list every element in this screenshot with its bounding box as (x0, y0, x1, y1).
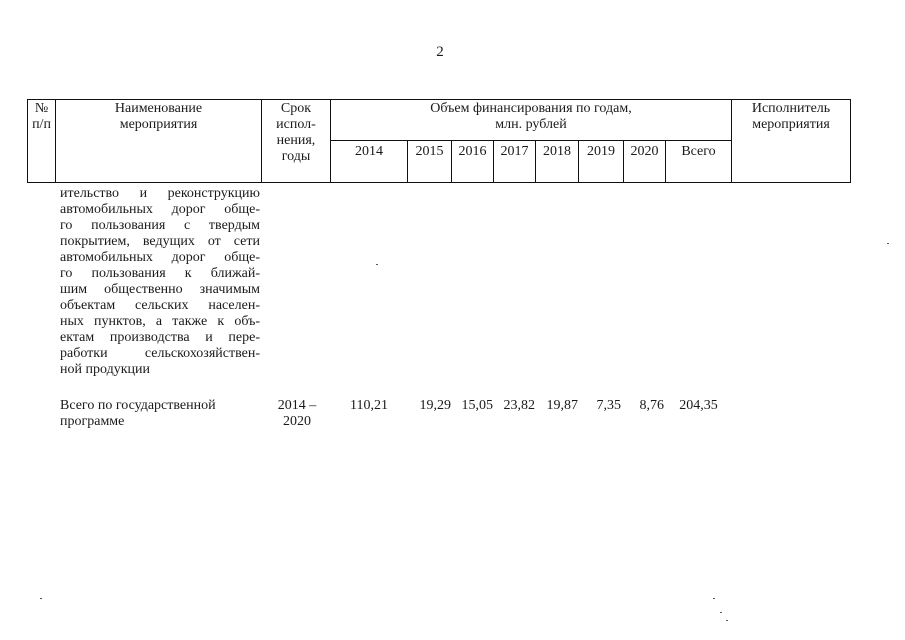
page-number: 2 (436, 44, 444, 60)
scan-speck (713, 598, 715, 599)
text-line: го пользования к ближай- (60, 266, 260, 281)
header-executor (732, 101, 850, 133)
header-bottom-border (27, 182, 851, 183)
header-funding-line-1: Объем финансирования по годам, (430, 101, 632, 116)
text-line: автомобильных дорог обще- (60, 250, 260, 265)
header-name-line-2: мероприятия (119, 117, 198, 132)
text-line: покрытием, ведущих от сети (60, 234, 260, 249)
total-row-name-line-1: Всего по государственной (60, 398, 216, 413)
header-year-2018: 2018 (543, 144, 571, 159)
header-num-line-2: п/п (32, 117, 51, 132)
header-name-line-1: Наименование (114, 101, 203, 116)
total-value-2014: 110,21 (350, 398, 388, 413)
total-row-term-line-2: 2020 (283, 414, 311, 429)
header-year-2015: 2015 (415, 144, 444, 159)
total-value-2018: 19,87 (546, 398, 578, 413)
header-funding-line-2: млн. рублей (495, 117, 567, 132)
text-line: шим общественно значимым (60, 282, 260, 297)
scan-speck (40, 598, 42, 599)
total-value-2015: 19,29 (419, 398, 451, 413)
text-line: ной продукции (60, 362, 150, 377)
border-right (850, 99, 851, 183)
text-line: го пользования с твердым (60, 218, 260, 233)
header-year-2019: 2019 (587, 144, 615, 159)
header-term-line-3: нения, (276, 133, 316, 148)
header-name (56, 101, 261, 133)
header-num (28, 101, 55, 133)
total-row-name-line-2: программе (60, 414, 125, 429)
header-num-line-1: № (34, 101, 49, 116)
text-line: объектам сельских населен- (60, 298, 260, 313)
total-value-2017: 23,82 (503, 398, 535, 413)
header-total: Всего (681, 144, 716, 159)
total-row-term-line-1: 2014 – (277, 398, 317, 413)
header-term-line-2: испол- (276, 117, 316, 132)
text-line: ектам производства и пере- (60, 330, 260, 345)
header-term (262, 101, 330, 165)
total-value-2016: 15,05 (461, 398, 493, 413)
total-value-2020: 8,76 (639, 398, 664, 413)
text-line: автомобильных дорог обще- (60, 202, 260, 217)
header-term-line-1: Срок (280, 101, 312, 116)
scan-speck (726, 620, 728, 621)
table-header (27, 99, 851, 183)
text-line: ительство и реконструкцию (60, 186, 260, 201)
header-executor-line-2: мероприятия (752, 117, 830, 132)
text-line: ных пунктов, а также к объ- (60, 314, 260, 329)
header-term-line-4: годы (281, 149, 311, 164)
scan-speck (376, 264, 378, 265)
text-line: работки сельскохозяйствен- (60, 346, 260, 361)
scan-speck (887, 243, 889, 244)
continued-description (60, 186, 260, 378)
header-year-2014: 2014 (355, 144, 383, 159)
total-value-all: 204,35 (679, 398, 718, 413)
funding-subheader-border (330, 140, 731, 141)
header-funding (331, 101, 731, 133)
header-year-2020: 2020 (630, 144, 659, 159)
total-row-name (60, 398, 260, 430)
total-value-2019: 7,35 (596, 398, 621, 413)
total-row-term (263, 398, 331, 430)
header-year-2016: 2016 (458, 144, 487, 159)
scan-speck (720, 612, 722, 613)
header-top-border (27, 99, 851, 100)
header-year-2017: 2017 (500, 144, 529, 159)
header-executor-line-1: Исполнитель (751, 101, 831, 116)
